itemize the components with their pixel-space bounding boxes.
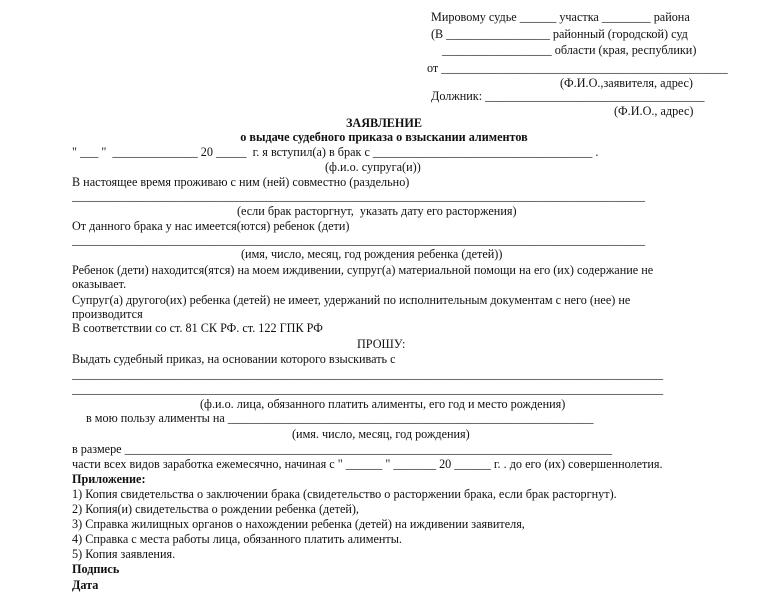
applicant-caption: (Ф.И.О.,заявителя, адрес) (560, 76, 693, 90)
other-children-line-2: производится (72, 307, 143, 321)
payer-caption: (ф.и.о. лица, обязанного платить алименты, его год и место рождения) (200, 397, 566, 411)
other-children-line-1: Супруг(а) другого(их) ребенка (детей) не имеет, удержаний по исполнительным документам с него (нее) не (72, 293, 631, 307)
judge-address-line: Мировому судье ______ участка ________ района (431, 10, 690, 24)
request-heading: ПРОШУ: (357, 337, 406, 351)
attachment-item: 1) Копия свидетельства о заключении брака (свидетельство о расторжении брака, если брак расторгнут). (72, 487, 617, 501)
document-title: ЗАЯВЛЕНИЕ (346, 116, 422, 130)
blank-line-2: ______________________________________________________________________________________________ (72, 233, 645, 247)
document-subtitle: о выдаче судебного приказа о взыскании алиментов (240, 130, 528, 144)
attachment-item: 4) Справка с места работы лица, обязанного платить алименты. (72, 532, 402, 546)
attachments-heading: Приложение: (72, 472, 146, 486)
attachment-item: 2) Копия(и) свидетельства о рождении ребенка (детей), (72, 502, 359, 516)
blank-line-3: _________________________________________________________________________________________________ (72, 367, 664, 381)
date-label: Дата (72, 578, 99, 592)
share-line: части всех видов заработка ежемесячно, начиная с " ______ " _______ 20 ______ г. . до его (их) совершеннолетия. (72, 457, 663, 471)
marriage-line: " ___ " ______________ 20 _____ г. я вступил(а) в брак с ____________________________________ . (72, 145, 599, 159)
amount-line: в размере ________________________________________________________________________________ (72, 442, 613, 456)
dependency-line-1: Ребенок (дети) находится(ятся) на моем иждивении, супруг(а) материальной помощи на его (их) содержание не (72, 263, 654, 277)
blank-line-4: _________________________________________________________________________________________________ (72, 382, 664, 396)
cohabitation-line: В настоящее время проживаю с ним (ней) совместно (раздельно) (72, 175, 410, 189)
divorce-caption: (если брак расторгнут, указать дату его расторжения) (237, 204, 517, 218)
applicant-line: от _______________________________________________ (427, 61, 728, 75)
court-line: (В _________________ районный (городской) суд (431, 27, 688, 41)
blank-line-1: ______________________________________________________________________________________________ (72, 189, 645, 203)
birth-caption: (имя. число, месяц, год рождения) (292, 427, 470, 441)
legal-basis: В соответствии со ст. 81 СК РФ. ст. 122 ГПК РФ (72, 321, 323, 335)
attachment-item: 3) Справка жилищных органов о нахождении ребенка (детей) на иждивении заявителя, (72, 517, 525, 531)
attachment-item: 5) Копия заявления. (72, 547, 176, 561)
request-line: Выдать судебный приказ, на основании которого взыскивать с (72, 352, 396, 366)
in-favor-line: в мою пользу алименты на ____________________________________________________________ (86, 411, 594, 425)
debtor-line: Должник: ____________________________________ (431, 89, 705, 103)
region-line: __________________ области (края, республики) (442, 43, 697, 57)
debtor-caption: (Ф.И.О., адрес) (614, 104, 694, 118)
spouse-caption: (ф.и.о. супруга(и)) (325, 160, 421, 174)
children-caption: (имя, число, месяц, год рождения ребенка (детей)) (241, 247, 503, 261)
signature-label: Подпись (72, 562, 120, 576)
dependency-line-2: оказывает. (72, 277, 127, 291)
children-line: От данного брака у нас имеется(ются) ребенок (дети) (72, 219, 350, 233)
